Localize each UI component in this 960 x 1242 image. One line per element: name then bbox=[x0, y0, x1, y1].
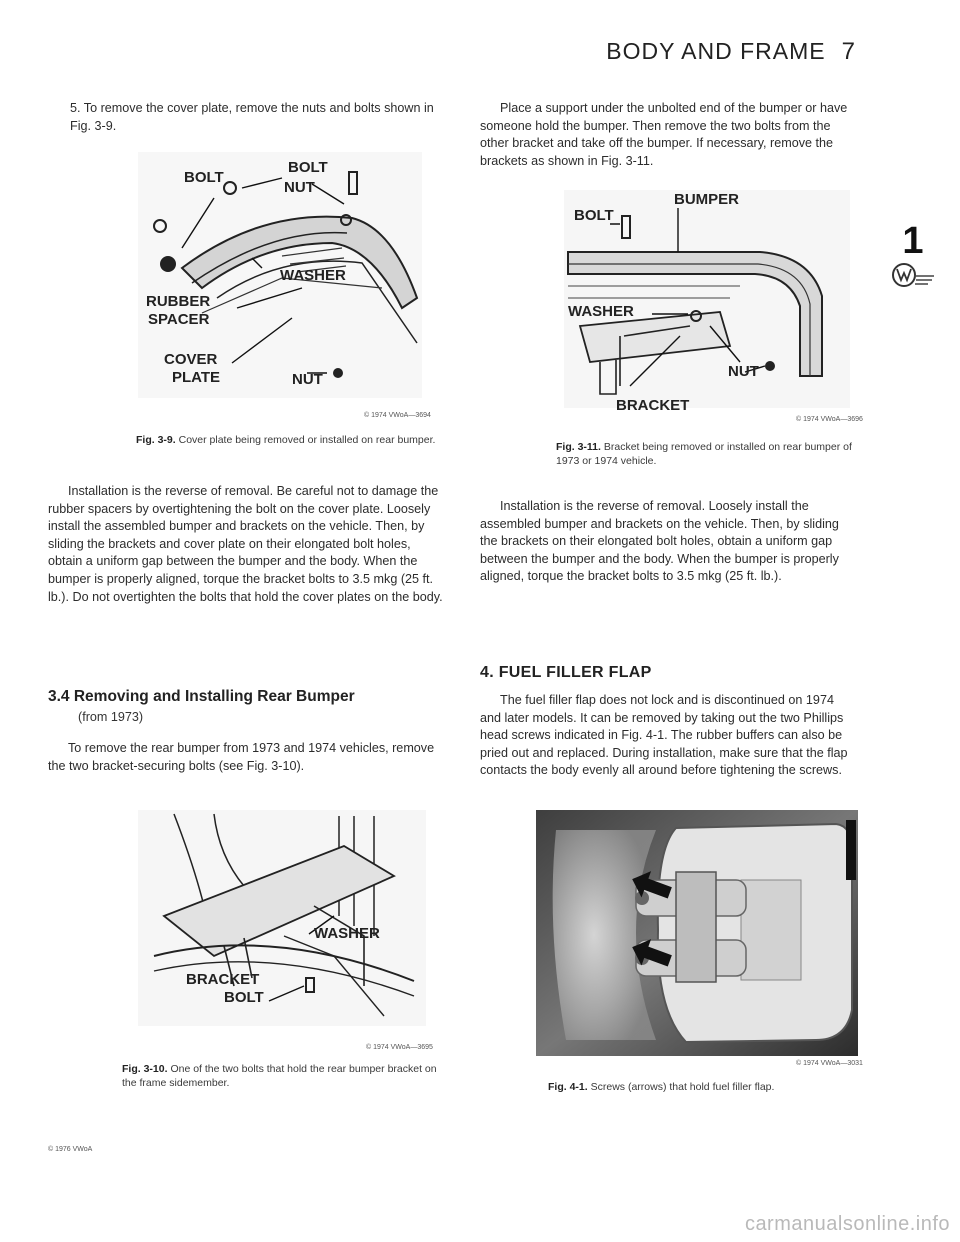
fig-4-1-caption bbox=[548, 1080, 858, 1094]
figure-3-11 bbox=[560, 186, 854, 414]
page-number: 7 bbox=[841, 38, 856, 65]
paragraph-text: Installation is the reverse of removal. Loosely install the assembled bumper and brackets on the vehicle. Then, by sliding the brackets on their elongated bolt holes, obtain a uniform gap between the bumper and the body. When the bumper is properly aligned, torque the bracket bolts to 3.5 mkg (25 ft. lb.). bbox=[480, 499, 839, 584]
chapter-number: 1 bbox=[902, 220, 924, 262]
fig-3-10-credit: © 1974 VWoA—3695 bbox=[366, 1044, 433, 1051]
label-spacer: SPACER bbox=[148, 311, 210, 328]
paragraph-text: The fuel filler flap does not lock and is discontinued on 1974 and later models. It can be removed by taking out the two Phillips head screws indicated in Fig. 4-1. The rubber buffers can also be pried out and replaced. During installation, make sure that the flap contacts the body evenly all around before tightening the screws. bbox=[480, 693, 848, 778]
label-bumper: BUMPER bbox=[674, 191, 740, 208]
caption-text: Cover plate being removed or installed on rear bumper. bbox=[178, 434, 436, 446]
vw-logo-icon bbox=[888, 260, 938, 290]
label-nut-2: NUT bbox=[292, 371, 323, 388]
step-5 bbox=[70, 100, 440, 135]
step-5-text: 5. To remove the cover plate, remove the nuts and bolts shown in Fig. 3-9. bbox=[70, 101, 434, 133]
caption-text: Bracket being removed or installed on rear bumper of 1973 or 1974 vehicle. bbox=[556, 441, 852, 467]
watermark: carmanualsonline.info bbox=[744, 1213, 950, 1235]
label-plate: PLATE bbox=[172, 369, 221, 386]
section-subheading-3-4: (from 1973) bbox=[78, 710, 144, 724]
section-heading-4: 4. FUEL FILLER FLAP bbox=[480, 664, 652, 681]
label-bolt-2: BOLT bbox=[288, 159, 328, 176]
label-cover: COVER bbox=[164, 351, 218, 368]
paragraph-text: To remove the rear bumper from 1973 and 1974 vehicles, remove the two bracket-securing bolts (see Fig. 3-10). bbox=[48, 741, 435, 773]
fig-4-1-credit: © 1974 VWoA—3031 bbox=[796, 1060, 863, 1067]
label-rubber: RUBBER bbox=[146, 293, 211, 310]
caption-label: Fig. 3-10. bbox=[122, 1063, 168, 1075]
caption-label: Fig. 3-11. bbox=[556, 441, 601, 453]
figure-3-9 bbox=[132, 148, 428, 412]
caption-label: Fig. 4-1. bbox=[548, 1081, 588, 1093]
label-washer: WASHER bbox=[314, 925, 380, 942]
section-title: BODY AND FRAME bbox=[606, 38, 826, 64]
fig-3-10-caption bbox=[122, 1062, 452, 1090]
page-header bbox=[606, 38, 856, 66]
fig-3-11-caption bbox=[556, 440, 856, 468]
footer-credit: © 1976 VWoA bbox=[48, 1146, 93, 1153]
figure-3-10 bbox=[134, 806, 430, 1030]
paragraph-remove-rear-bumper bbox=[48, 740, 448, 775]
label-bolt: BOLT bbox=[574, 207, 614, 224]
chapter-tab bbox=[888, 222, 938, 295]
label-bracket: BRACKET bbox=[186, 971, 260, 988]
label-washer: WASHER bbox=[280, 267, 346, 284]
fig-3-9-caption bbox=[136, 433, 436, 447]
label-bolt: BOLT bbox=[224, 989, 264, 1006]
label-bracket: BRACKET bbox=[616, 397, 690, 414]
paragraph-fuel-filler bbox=[480, 692, 856, 780]
caption-text: Screws (arrows) that hold fuel filler flap. bbox=[590, 1081, 775, 1093]
section-heading-3-4: 3.4 Removing and Installing Rear Bumper bbox=[48, 688, 355, 705]
paragraph-installation-front bbox=[480, 498, 856, 586]
caption-label: Fig. 3-9. bbox=[136, 434, 176, 446]
fig-3-9-credit: © 1974 VWoA—3694 bbox=[364, 412, 431, 419]
paragraph-text: Place a support under the unbolted end of the bumper or have someone hold the bumper. Then remove the two bolts from the other bracket and take off the bumper. If necessary, remove the brackets as shown in Fig. 3-11. bbox=[480, 101, 848, 168]
label-washer: WASHER bbox=[568, 303, 634, 320]
fig-3-11-credit: © 1974 VWoA—3696 bbox=[796, 416, 863, 423]
label-bolt-1: BOLT bbox=[184, 169, 224, 186]
caption-text: One of the two bolts that hold the rear bumper bracket on the frame sidemember. bbox=[122, 1063, 437, 1089]
label-nut: NUT bbox=[728, 363, 759, 380]
paragraph-support-bumper bbox=[480, 100, 856, 170]
paragraph-installation-rear bbox=[48, 483, 448, 606]
label-nut-1: NUT bbox=[284, 179, 315, 196]
figure-4-1 bbox=[536, 810, 858, 1056]
paragraph-text: Installation is the reverse of removal. Be careful not to damage the rubber spacers by overtightening the bolt on the cover plate. Loosely install the assembled bumper and brackets on the vehicle. Then, by sliding the brackets and cover plate on their elongated bolt holes, obtain a uniform gap between the bumper and the body. When the bumper is properly aligned, torque the bracket bolts to 3.5 mkg (25 ft. lb.). Do not overtighten the bolts that hold the cover plates on the body. bbox=[48, 484, 443, 604]
